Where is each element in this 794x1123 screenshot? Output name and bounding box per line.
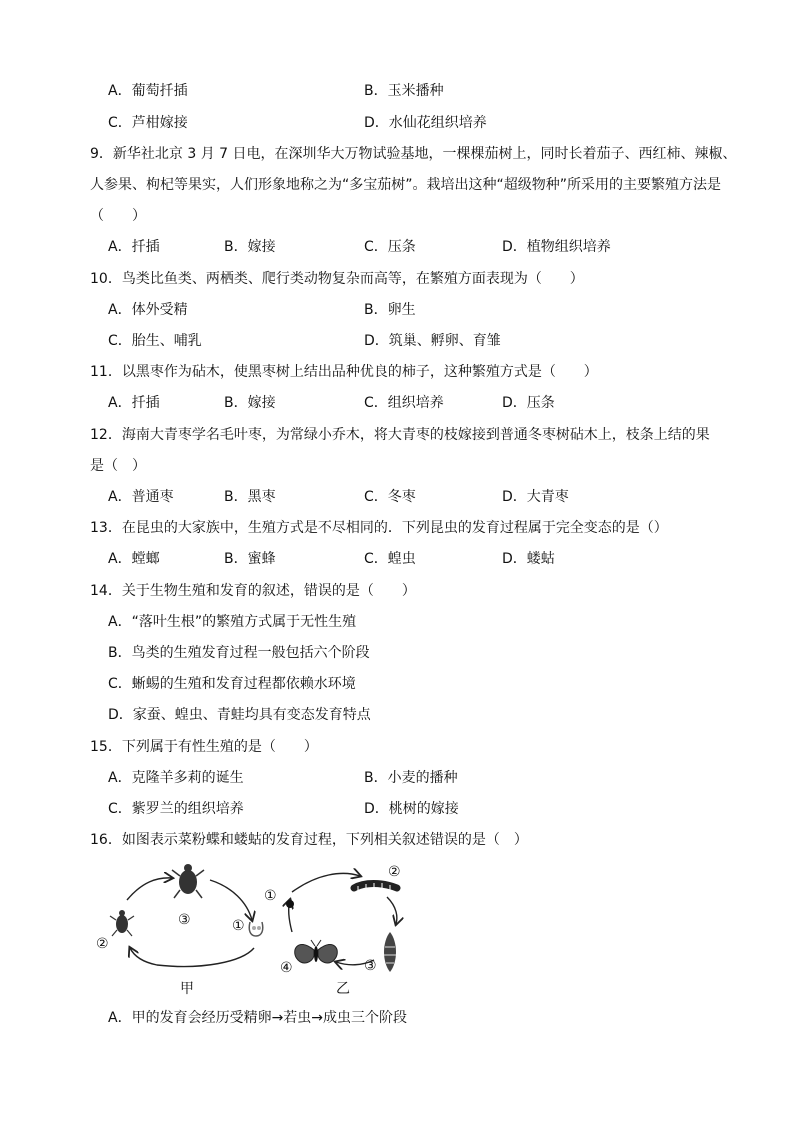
q16-option-a: A．甲的发育会经历受精卵→若虫→成虫三个阶段 — [108, 1010, 408, 1026]
q9-option-d: D．植物组织培养 — [502, 239, 611, 255]
nymph-mole-cricket-icon — [110, 910, 134, 936]
q9-option-b: B．嫁接 — [224, 239, 276, 255]
q14-option-c: C．蜥蜴的生殖和发育过程都依赖水环境 — [108, 676, 356, 692]
egg-cluster-icon — [249, 922, 263, 936]
q8-option-a: A．葡萄扦插 — [108, 83, 188, 99]
q8-option-d: D．水仙花组织培养 — [364, 115, 487, 131]
q15-stem: 15．下列属于有性生殖的是（ ） — [90, 739, 318, 755]
yi-label-3: ③ — [364, 958, 377, 974]
q9-option-a: A．扦插 — [108, 239, 160, 255]
q12-option-c: C．冬枣 — [364, 489, 416, 505]
jia-arrow-2-to-3 — [127, 878, 172, 900]
yi-arrow-1-to-2 — [292, 873, 360, 892]
q13-stem: 13．在昆虫的大家族中，生殖方式是不尽相同的．下列昆虫的发育过程属于完全变态的是（） — [90, 520, 668, 536]
q12-option-d: D．大青枣 — [502, 489, 569, 505]
q15-option-a: A．克隆羊多莉的诞生 — [108, 770, 244, 786]
q8-option-b: B．玉米播种 — [364, 83, 444, 99]
q15-option-b: B．小麦的播种 — [364, 770, 458, 786]
q14-option-a: A．“落叶生根”的繁殖方式属于无性生殖 — [108, 614, 357, 630]
jia-label-2: ② — [96, 936, 109, 952]
q11-option-b: B．嫁接 — [224, 395, 276, 411]
q8-option-c: C．芦柑嫁接 — [108, 115, 188, 131]
q12-option-b: B．黑枣 — [224, 489, 276, 505]
q10-option-a: A．体外受精 — [108, 302, 188, 318]
jia-label-1: ① — [232, 918, 245, 934]
q13-option-d: D．蝼蛄 — [502, 551, 555, 567]
q11-option-c: C．组织培养 — [364, 395, 444, 411]
development-cycle-figure — [92, 862, 432, 1002]
butterfly-icon — [295, 940, 338, 963]
q9-option-c: C．压条 — [364, 239, 416, 255]
q11-stem: 11．以黑枣作为砧木，使黑枣树上结出品种优良的柿子，这种繁殖方式是（ ） — [90, 364, 598, 380]
q9-stem-line-1: 9．新华社北京 3 月 7 日电，在深圳华大万物试验基地，一棵棵茄树上，同时长着茄子、西红柿、辣椒、 — [90, 146, 737, 162]
q12-stem-line-1: 12．海南大青枣学名毛叶枣，为常绿小乔木，将大青枣的枝嫁接到普通冬枣树砧木上，枝条上结的果 — [90, 427, 710, 443]
q12-stem-line-2: 是（ ） — [90, 458, 146, 474]
q13-option-a: A．螳螂 — [108, 551, 160, 567]
q11-option-a: A．扦插 — [108, 395, 160, 411]
q14-option-d: D．家蚕、蝗虫、青蛙均具有变态发育特点 — [108, 707, 371, 723]
jia-arrow-3-to-1 — [210, 880, 252, 920]
q15-option-d: D．桃树的嫁接 — [364, 801, 459, 817]
q9-stem-line-2: 人参果、枸杞等果实，人们形象地称之为“多宝茄树”。栽培出这种“超级物种”所采用的主要繁殖方法是 — [90, 177, 722, 193]
q10-option-d: D．筑巢、孵卵、育雏 — [364, 333, 501, 349]
q15-option-c: C．紫罗兰的组织培养 — [108, 801, 244, 817]
q12-option-a: A．普通枣 — [108, 489, 174, 505]
q11-option-d: D．压条 — [502, 395, 555, 411]
yi-label-4: ④ — [280, 960, 293, 976]
adult-mole-cricket-icon — [172, 864, 204, 898]
q14-option-b: B．鸟类的生殖发育过程一般包括六个阶段 — [108, 645, 370, 661]
q13-option-b: B．蜜蜂 — [224, 551, 276, 567]
q10-stem: 10．鸟类比鱼类、两栖类、爬行类动物复杂而高等，在繁殖方面表现为（ ） — [90, 271, 584, 287]
q14-stem: 14．关于生物生殖和发育的叙述，错误的是（ ） — [90, 583, 416, 599]
cycle-diagram-svg — [92, 862, 432, 1002]
q10-option-b: B．卵生 — [364, 302, 416, 318]
q10-option-c: C．胎生、哺乳 — [108, 333, 202, 349]
q13-option-c: C．蝗虫 — [364, 551, 416, 567]
q16-stem: 16．如图表示菜粉蝶和蝼蛄的发育过程，下列相关叙述错误的是（ ） — [90, 832, 528, 848]
caterpillar-icon — [354, 883, 397, 892]
yi-label-2: ② — [388, 864, 401, 880]
yi-caption: 乙 — [336, 981, 350, 997]
jia-caption: 甲 — [180, 981, 194, 997]
yi-label-1: ① — [264, 888, 277, 904]
pupa-icon — [384, 932, 396, 972]
jia-label-3: ③ — [178, 912, 191, 928]
yi-arrow-2-to-3 — [387, 897, 397, 924]
q9-stem-line-3: （ ） — [90, 208, 146, 224]
egg-icon — [286, 900, 294, 908]
jia-arrow-1-to-2 — [130, 948, 254, 966]
